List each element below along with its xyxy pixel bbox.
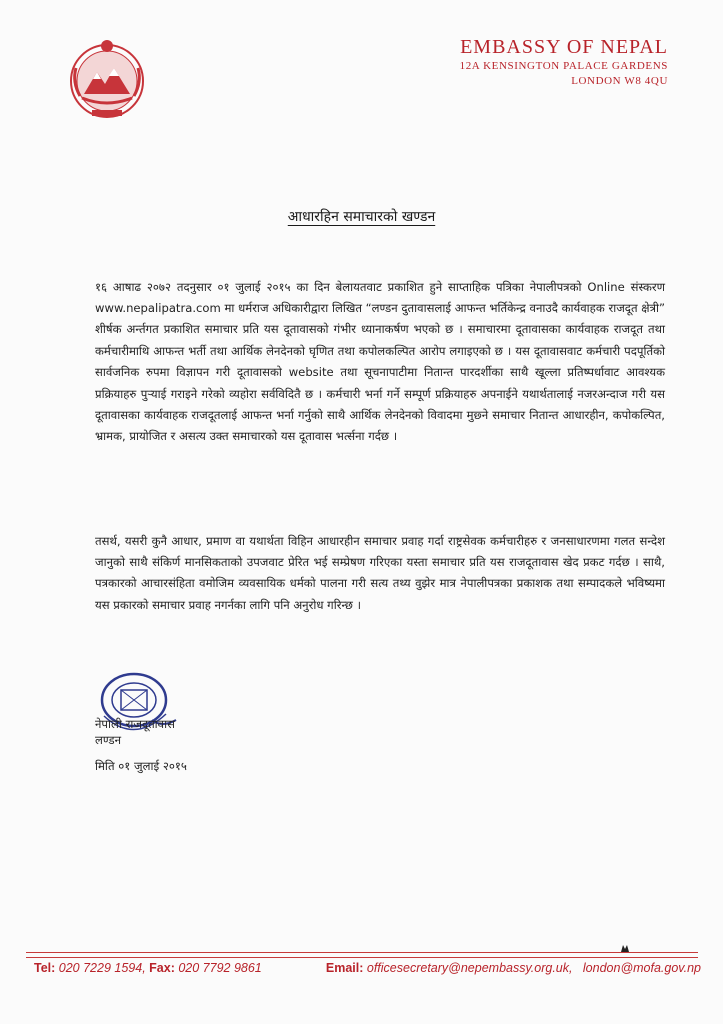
tel-value: 020 7229 1594, (58, 961, 146, 975)
email-value-1: officesecretary@nepembassy.org.uk, (366, 961, 573, 975)
footer-divider-bottom (26, 957, 698, 958)
footer-contact (34, 961, 701, 975)
address-line-1: 12A KENSINGTON PALACE GARDENS (459, 60, 668, 72)
email-label: Email: (325, 961, 364, 975)
fax-label: Fax: (149, 961, 175, 975)
body-paragraph-2: तसर्थ, यसरी कुनै आधार, प्रमाण वा यथार्थता विहिन आधारहीन समाचार प्रवाह गर्दा राष्ट्रसेवक कर्मचारीहरु र जनसाधारणमा गलत सन्देश जानुको साथै संकिर्ण मानसिकताको उपजवाट प्रेरित भई सम्प्रेषण गरिएका यस्ता समाचार प्रति यस राजदूतावास खेद प्रकट गर्दछ । साथै, पत्रकारको आचारसंहिता वमोजिम व्यवसायिक धर्मको पालना गरी सत्य तथ्य वुझेर मात्र नेपालीपत्रका प्रकाशक तथा सम्पादकले भविष्यमा यस प्रकारको समाचार प्रवाह नगर्नका लागि पनि अनुरोध गरिन्छ । (95, 533, 665, 612)
footer-phone-fax (34, 961, 262, 975)
fax-value: 020 7792 9861 (178, 961, 262, 975)
signatory-city: लण्डन (95, 733, 122, 747)
document-title (0, 206, 723, 226)
footer-divider-top (26, 952, 698, 953)
document-title-text: आधारहिन समाचारको खण्डन (287, 209, 436, 225)
footer-email (326, 961, 701, 975)
body-paragraph-1: १६ आषाढ २०७२ तदनुसार ०१ जुलाई २०१५ का दिन बेलायतवाट प्रकाशित हुने साप्ताहिक पत्रिका नेपालीपत्रको Online संस्करण www.nepalipatra.com मा धर्मराज अधिकारीद्वारा लिखित “लण्डन दुतावासलाई आफन्त भर्तिकेन्द्र वनाउदै कार्यवाहक राजदूत क्षेत्री” शीर्षक अर्न्तगत प्रकाशित समाचार प्रति यस दूतावासको गंभीर ध्यानाकर्षण भएको छ । समाचारमा दूतावासका कार्यवाहक राजदूत तथा कर्मचारीमाथि आफन्त भर्ती तथा आर्थिक लेनदेनको घृणित तथा कपोलकल्पित आरोप लगाइएको छ । यस दूतावासवाट कर्मचारी पदपूर्तिको सार्वजनिक रुपमा विज्ञापन गरी दूतावासको website तथा सूचनापाटीमा नितान्त पारदर्शीका साथै खूल्ला प्रतिष्पर्धावाट आवश्यक प्रक्रियाहरु पुर्‍याई गराइने गरेको व्यहोरा सर्वविदितै छ । कर्मचारी भर्ना गर्ने सम्पूर्ण प्रक्रियाहरु अपनाईने यथार्थतालाई नजरअन्दाज गरी यस दूतावासका कार्यवाहक राजदूतलाई आफन्त भर्ना गर्नुको साथै आर्थिक लेनदेनको विवादमा मुछ्ने समाचार नितान्त आधारहीन, कपोकल्पित, भ्रामक, प्रायोजित र असत्य उक्त समाचारको यस दूतावास भर्त्सना गर्दछ । (95, 279, 665, 444)
coat-of-arms-emblem (62, 34, 152, 124)
letterhead (460, 36, 668, 89)
address-line-2: LONDON W8 4QU (571, 75, 668, 87)
email-value-2: london@mofa.gov.np (582, 961, 701, 975)
signature-block (95, 716, 187, 774)
signatory-office: नेपाली राजदूतावास (95, 717, 175, 731)
tel-label: Tel: (34, 961, 56, 975)
letter-date: मिति ०१ जुलाई २०१५ (95, 759, 187, 773)
embassy-name: EMBASSY OF NEPAL (460, 36, 668, 58)
